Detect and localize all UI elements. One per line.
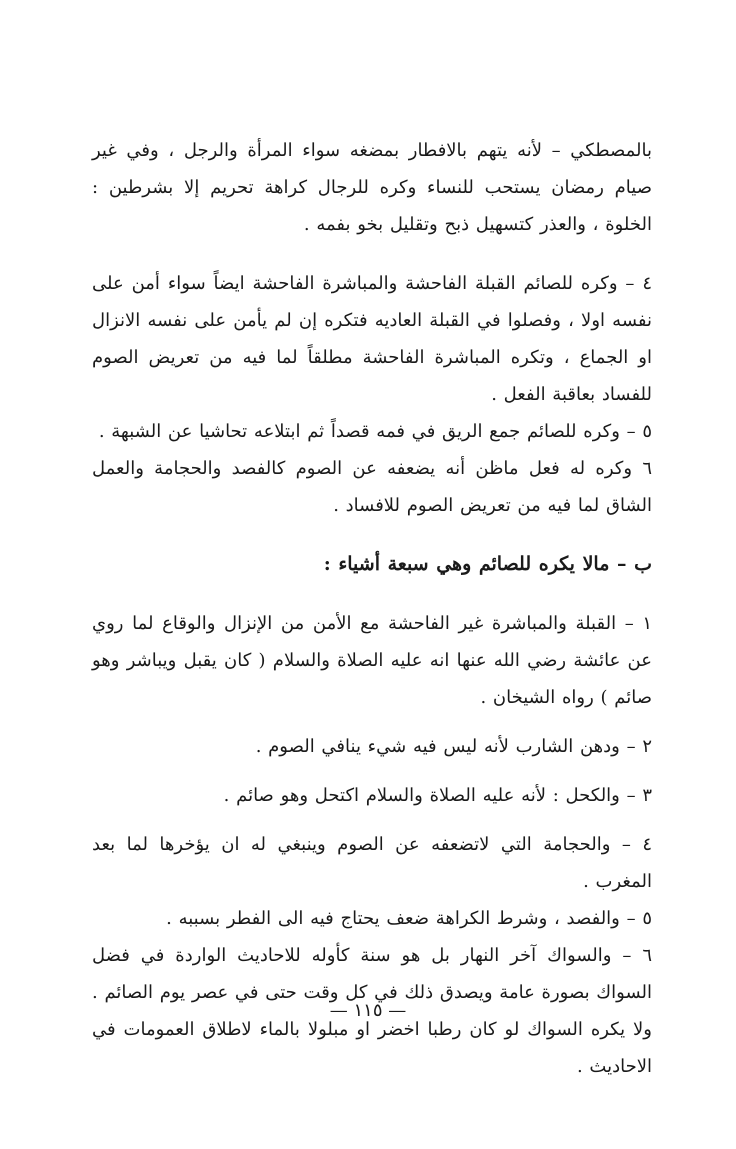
paragraph-item-4-kissing: ٤ – وكره للصائم القبلة الفاحشة والمباشرة الفاحشة ايضاً سواء أمن على نفسه اولا ، وفصلوا في القبلة العاديه فتكره إن لم يأمن على نفسه الانزال او الجماع ، وتكره المباشرة الفاحشة مطلقاً لما فيه من تعريض الصوم للفساد بعاقبة الفعل . (92, 273, 652, 405)
list-item-5: ٥ – والفصد ، وشرط الكراهة ضعف يحتاج فيه الى الفطر بسببه . (166, 908, 652, 929)
list-item-3: ٣ – والكحل : لأنه عليه الصلاة والسلام اكتحل وهو صائم . (223, 785, 652, 806)
list-item-6: ٦ – والسواك آخر النهار بل هو سنة كأوله للاحاديث الواردة في فضل السواك بصورة عامة ويصدق ذلك في كل وقت حتى في عصر يوم الصائم . (92, 945, 652, 1003)
page-number: — ١١٥ — (329, 1000, 407, 1021)
closing-paragraph: ولا يكره السواك لو كان رطبا اخضر او مبلولا بالماء لاطلاق العمومات في الاحاديث . (92, 1019, 652, 1077)
page-body (92, 132, 652, 1085)
section-heading: ب – مالا يكره للصائم وهي سبعة أشياء : (323, 553, 652, 575)
list-item-2: ٢ – ودهن الشارب لأنه ليس فيه شيء ينافي الصوم . (255, 736, 652, 757)
paragraph-item-5-saliva: ٥ – وكره للصائم جمع الريق في فمه قصداً ثم ابتلاعه تحاشيا عن الشبهة . (98, 421, 652, 442)
paragraph-mastic: بالمصطكي – لأنه يتهم بالافطار بمضغه سواء المرأة والرجل ، وفي غير صيام رمضان يستحب للنساء وكره للرجال كراهة تحريم إلا بشرطين : الخلوة ، والعذر كتسهيل ذبح وتقليل بخو بفمه . (92, 140, 652, 235)
list-item-1: ١ – القبلة والمباشرة غير الفاحشة مع الأمن من الإنزال والوقاع لما روي عن عائشة رضي الله عنها انه عليه الصلاة والسلام ( كان يقبل ويباشر وهو صائم ) رواه الشيخان . (92, 613, 652, 708)
list-item-4: ٤ – والحجامة التي لاتضعفه عن الصوم وينبغي له ان يؤخرها لما بعد المغرب . (92, 834, 652, 892)
paragraph-item-6-weakening: ٦ وكره له فعل ماظن أنه يضعفه عن الصوم كالفصد والحجامة والعمل الشاق لما فيه من تعريض الصوم للافساد . (92, 458, 652, 516)
